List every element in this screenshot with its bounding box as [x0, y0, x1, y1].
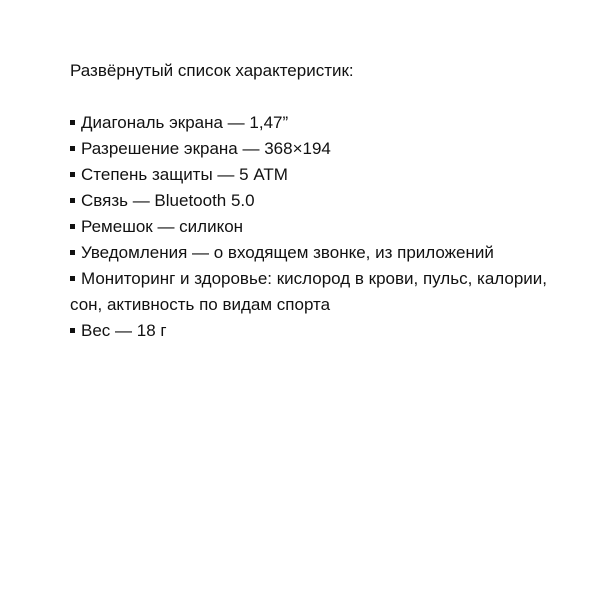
spec-item-connectivity [70, 188, 580, 214]
spec-item-weight [70, 318, 580, 344]
spec-text: Ремешок — силикон [81, 217, 244, 236]
spec-item-notifications [70, 240, 580, 266]
spec-content [70, 58, 580, 344]
bullet-icon [70, 198, 75, 203]
spec-text: Вес — 18 г [81, 321, 167, 340]
spec-list [70, 110, 580, 344]
bullet-icon [70, 328, 75, 333]
spec-item-health-monitoring [70, 266, 580, 318]
spec-item-strap [70, 214, 580, 240]
spec-text: Диагональ экрана — 1,47” [81, 113, 289, 132]
bullet-icon [70, 276, 75, 281]
bullet-icon [70, 120, 75, 125]
spec-heading: Развёрнутый список характеристик: [70, 61, 354, 80]
bullet-icon [70, 224, 75, 229]
spec-item-screen-diagonal [70, 110, 580, 136]
bullet-icon [70, 146, 75, 151]
spec-item-screen-resolution [70, 136, 580, 162]
spec-item-protection [70, 162, 580, 188]
spec-text: Мониторинг и здоровье: кислород в крови, пульс, калории, сон, активность по видам спорта [70, 269, 548, 314]
bullet-icon [70, 250, 75, 255]
spec-text: Связь — Bluetooth 5.0 [81, 191, 255, 210]
spec-text: Уведомления — о входящем звонке, из приложений [81, 243, 494, 262]
spec-text: Разрешение экрана — 368×194 [81, 139, 331, 158]
spec-text: Степень защиты — 5 ATM [81, 165, 288, 184]
bullet-icon [70, 172, 75, 177]
